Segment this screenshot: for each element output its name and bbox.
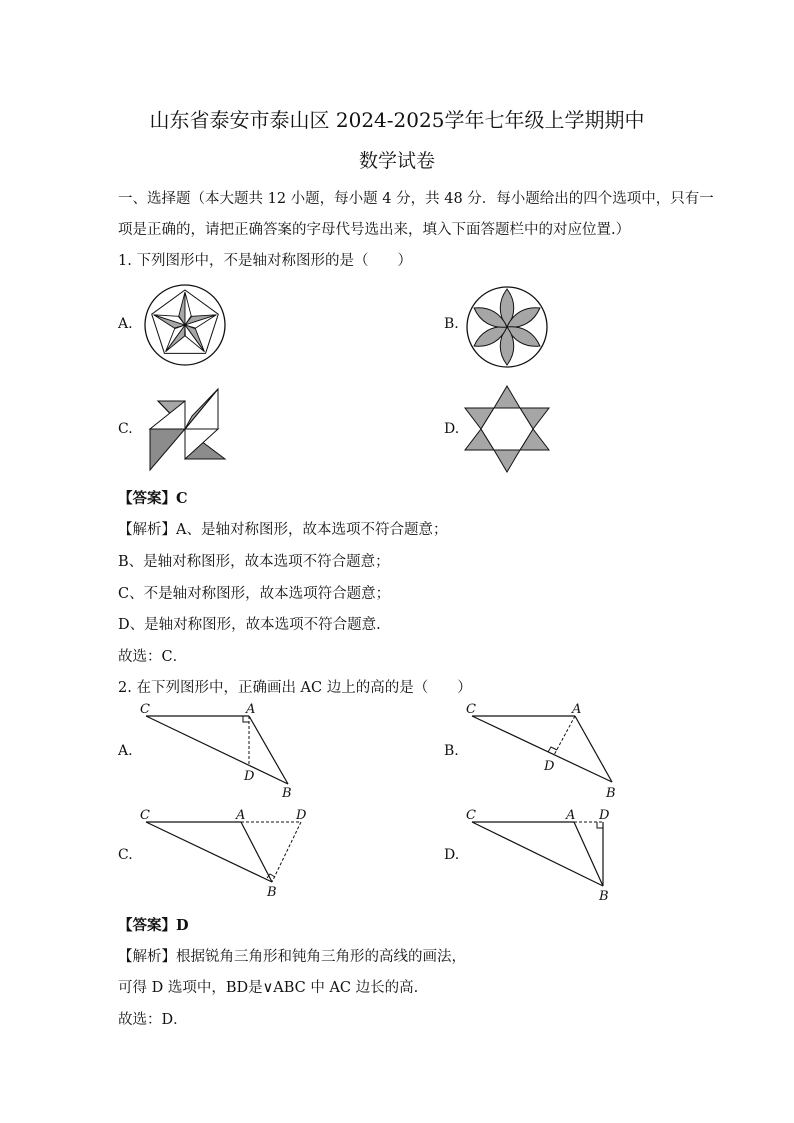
q2-figure-c-triangle <box>136 802 316 902</box>
q2-option-d-label: D. <box>444 847 460 863</box>
q1-analysis-line4: D、是轴对称图形，故本选项不符合题意. <box>118 617 381 633</box>
q1-option-c-label: C. <box>118 421 133 437</box>
q2d-label-b: B <box>599 889 609 902</box>
q2b-label-c: C <box>466 702 476 717</box>
question-1-stem: 1. 下列图形中，不是轴对称图形的是（ ） <box>118 253 412 269</box>
q2c-label-d: D <box>296 808 307 823</box>
q2b-label-b: B <box>606 786 616 801</box>
q2c-label-c: C <box>140 808 150 823</box>
q2a-label-b: B <box>282 786 292 801</box>
q2c-label-b: B <box>267 885 277 900</box>
q2-analysis-line3: 故选：D． <box>118 1012 188 1028</box>
q2-figure-a-triangle <box>136 698 296 802</box>
q1-option-d-label: D. <box>444 421 460 437</box>
section-instructions-line2: 项是正确的，请把正确答案的字母代号选出来，填入下面答题栏中的对应位置.） <box>118 222 631 238</box>
document-title: 山东省泰安市泰山区 2024-2025学年七年级上学期期中 <box>149 108 645 132</box>
q1-analysis-line2: B、是轴对称图形，故本选项不符合题意； <box>118 554 390 570</box>
q2b-label-a: A <box>572 702 582 717</box>
section-instructions-line1: 一、选择题（本大题共 12 小题，每小题 4 分，共 48 分．每小题给出的四个选项中，只有一 <box>118 191 714 207</box>
q1-answer: 【答案】C <box>118 490 188 507</box>
q2a-label-a: A <box>246 702 256 717</box>
q2-answer: 【答案】D <box>118 917 189 934</box>
q2c-label-a: A <box>236 808 246 823</box>
q1-figure-b-flower-circle <box>464 284 550 370</box>
question-2-stem: 2. 在下列图形中，正确画出 AC 边上的高的是（ ） <box>118 680 472 696</box>
q1-figure-c-pinwheel <box>140 386 230 472</box>
q2a-label-c: C <box>140 702 150 717</box>
q2b-label-d: D <box>544 759 555 774</box>
q2-analysis-line1: 【解析】根据锐角三角形和钝角三角形的高线的画法， <box>118 949 466 965</box>
q1-figure-d-hexagram <box>462 384 552 476</box>
q2a-label-d: D <box>244 769 255 784</box>
q2-option-c-label: C. <box>118 847 133 863</box>
q2-option-b-label: B. <box>444 743 459 759</box>
q2-figure-b-triangle <box>462 698 622 802</box>
q1-analysis-line1: 【解析】A、是轴对称图形，故本选项不符合题意； <box>118 522 448 538</box>
q2-option-a-label: A. <box>118 743 133 759</box>
document-subtitle: 数学试卷 <box>358 150 435 172</box>
q2d-label-d: D <box>599 808 610 823</box>
q1-option-b-label: B. <box>444 316 459 332</box>
q2d-label-c: C <box>466 808 476 823</box>
q2-analysis-line2: 可得 D 选项中，BD是∨ABC 中 AC 边长的高. <box>118 980 419 996</box>
q1-analysis-line5: 故选：C． <box>118 649 188 665</box>
q1-option-a-label: A. <box>118 316 133 332</box>
q2-figure-d-triangle <box>462 802 642 902</box>
q2d-label-a: A <box>566 808 576 823</box>
q1-figure-a-star-circle <box>142 282 228 368</box>
q1-analysis-line3: C、不是轴对称图形，故本选项符合题意； <box>118 586 391 602</box>
